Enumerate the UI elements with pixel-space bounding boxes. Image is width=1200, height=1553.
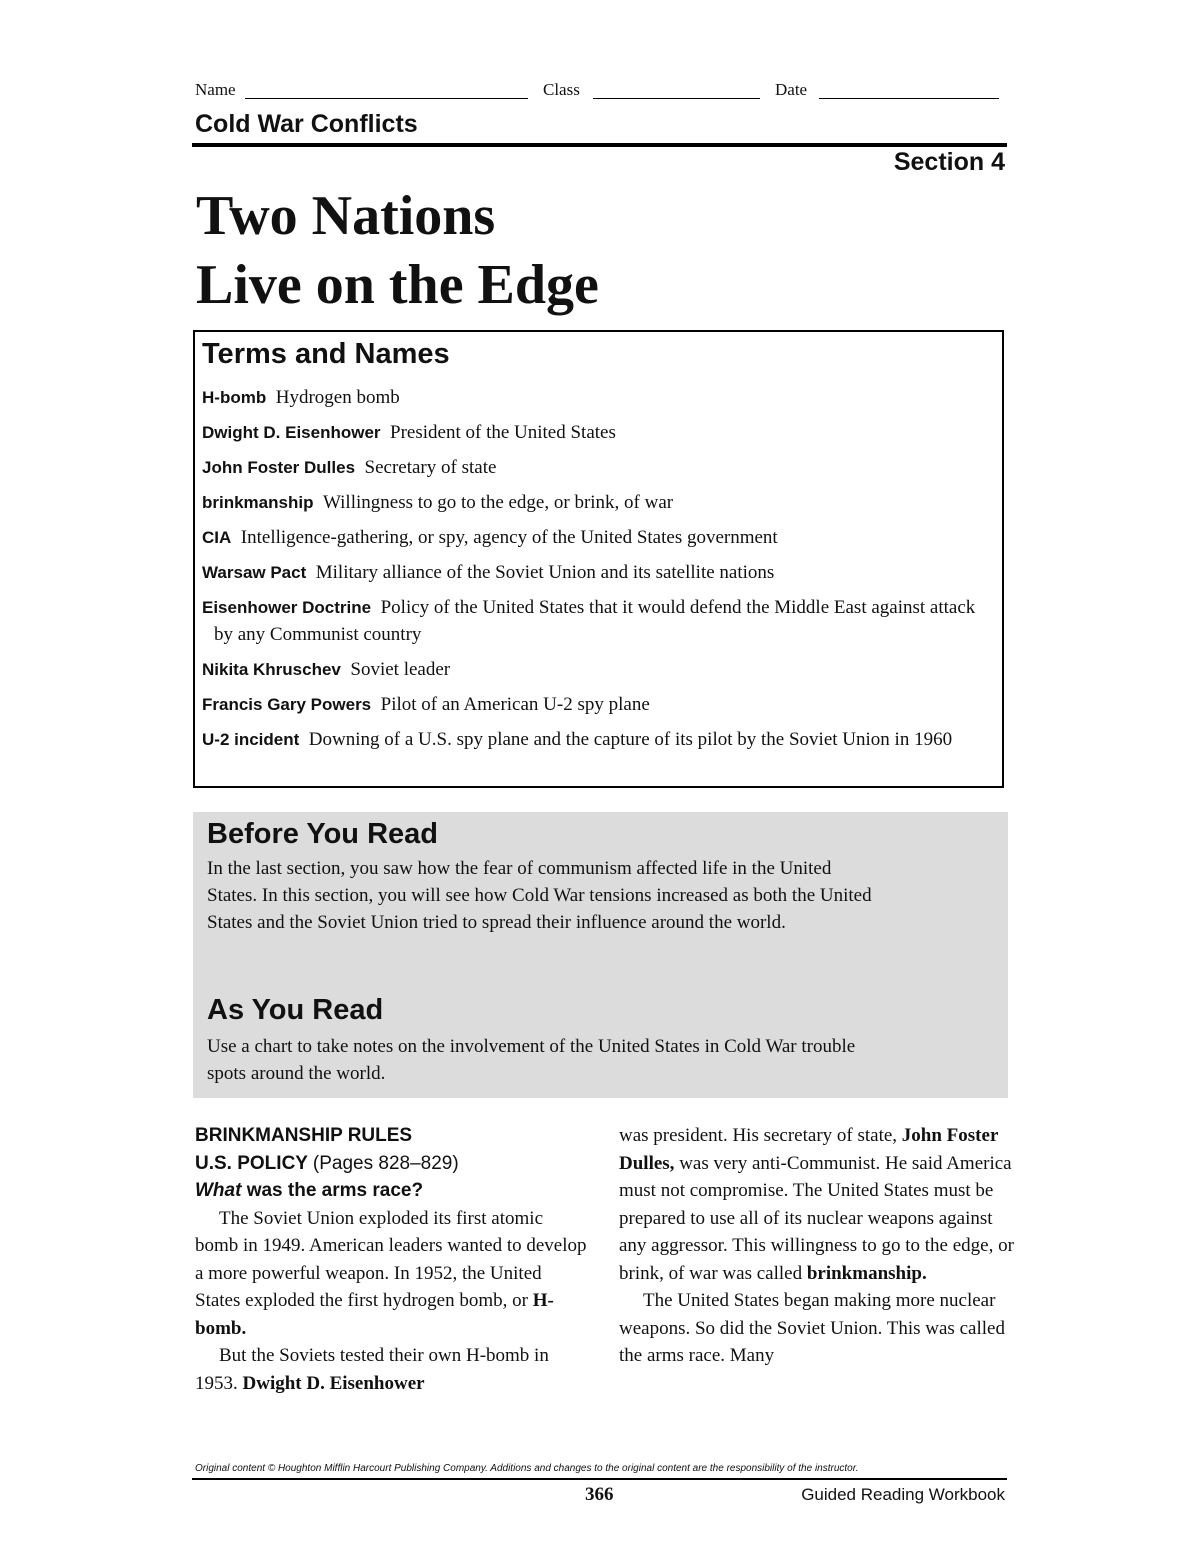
term-name: Eisenhower Doctrine: [202, 598, 372, 617]
inline-term: H-bomb.: [195, 1290, 554, 1339]
paragraph-1: [195, 1205, 587, 1343]
term-item: [202, 726, 997, 753]
term-name: John Foster Dulles: [202, 458, 356, 477]
subheading: [195, 1150, 587, 1178]
paragraph-text: was very anti-Communist. He said America must not compromise. The United States must be prepared to use all of its nuclear weapons against any aggressor. This willingness to go to the edge, or brink, of war was called: [619, 1152, 1014, 1284]
term-name: CIA: [202, 528, 232, 547]
paragraph-2-continued: [619, 1122, 1014, 1287]
section-label: Section 4: [893, 148, 1005, 176]
terms-heading: Terms and Names: [202, 338, 450, 370]
class-blank: [593, 98, 760, 99]
term-name: Dwight D. Eisenhower: [202, 423, 381, 442]
title-line-1: Two Nations: [196, 185, 496, 247]
term-name: brinkmanship: [202, 493, 314, 512]
paragraph-text: was president. His secretary of state,: [619, 1125, 898, 1146]
as-you-read-heading: As You Read: [207, 994, 384, 1026]
term-item: [202, 454, 997, 481]
term-name: Nikita Khruschev: [202, 660, 341, 679]
paragraph-3: The United States began making more nuclear weapons. So did the Soviet Union. This was called the arms race. Many: [619, 1290, 1005, 1366]
term-definition: Willingness to go to the edge, or brink, of war: [322, 492, 674, 513]
top-rule: [192, 143, 1007, 147]
term-item: [202, 419, 997, 446]
book-title: Guided Reading Workbook: [801, 1485, 1005, 1504]
inline-term: John Foster Dulles,: [619, 1125, 999, 1174]
article-column-left: [195, 1122, 587, 1397]
term-definition: President of the United States: [390, 422, 616, 443]
bottom-rule: [192, 1478, 1007, 1480]
paragraph-text: The Soviet Union exploded its first atomic bomb in 1949. American leaders wanted to develop a more powerful weapon. In 1952, the United States exploded the first hydrogen bomb, or: [195, 1207, 587, 1311]
term-name: Warsaw Pact: [202, 563, 307, 582]
title-line-2: Live on the Edge: [196, 254, 599, 316]
section-heading: BRINKMANSHIP RULES: [195, 1125, 413, 1146]
term-definition: Policy of the United States that it would defend the Middle East against attack by any Communist country: [214, 597, 976, 645]
inline-term: brinkmanship.: [806, 1262, 927, 1284]
date-label: Date: [775, 80, 808, 99]
page-reference: (Pages 828–829): [312, 1152, 459, 1174]
term-definition: Military alliance of the Soviet Union and its satellite nations: [315, 562, 775, 583]
reading-guide-box: [193, 812, 1008, 1098]
paragraph-2-start: [195, 1342, 587, 1397]
chapter-title: Cold War Conflicts: [195, 110, 418, 138]
term-name: U-2 incident: [202, 730, 300, 749]
term-item: [202, 559, 997, 586]
term-item: [202, 594, 997, 648]
term-item: [202, 489, 997, 516]
copyright-note: Original content © Houghton Mifflin Harcourt Publishing Company. Additions and changes to the original content are the responsibility of the instructor.: [195, 1463, 859, 1474]
inline-term: Dwight D. Eisenhower: [242, 1372, 425, 1394]
before-you-read-text: In the last section, you saw how the fear of communism affected life in the United States. In this section, you will see how Cold War tensions increased as both the United States and the Soviet Union tried to spread their influence around the world.: [207, 858, 872, 933]
term-item: [202, 524, 997, 551]
term-definition: Intelligence-gathering, or spy, agency of the United States government: [240, 527, 778, 548]
term-item: [202, 691, 997, 718]
before-you-read-heading: Before You Read: [207, 818, 438, 850]
term-item: [202, 384, 997, 411]
paragraph-text: But the Soviets tested their own H-bomb in 1953.: [195, 1345, 549, 1394]
term-definition: Downing of a U.S. spy plane and the capture of its pilot by the Soviet Union in 1960: [308, 729, 953, 750]
term-definition: Pilot of an American U-2 spy plane: [380, 694, 650, 715]
term-item: [202, 656, 997, 683]
term-definition: Hydrogen bomb: [275, 387, 400, 408]
header-fields: [195, 80, 1005, 104]
page-number: 366: [585, 1484, 614, 1505]
question-italic: What: [195, 1180, 242, 1201]
term-name: Francis Gary Powers: [202, 695, 372, 714]
name-label: Name: [195, 80, 236, 99]
guiding-question: [195, 1177, 587, 1205]
term-definition: Secretary of state: [364, 457, 497, 478]
name-blank: [245, 98, 528, 99]
date-blank: [819, 98, 999, 99]
term-definition: Soviet leader: [350, 659, 451, 680]
terms-and-names-box: [193, 330, 1004, 788]
page-title: [196, 182, 599, 320]
term-name: H-bomb: [202, 388, 267, 407]
subheading-title: U.S. POLICY: [195, 1152, 308, 1174]
terms-list: [202, 384, 997, 761]
as-you-read-text: Use a chart to take notes on the involvement of the United States in Cold War trouble spots around the world.: [207, 1036, 856, 1084]
question-rest: was the arms race?: [241, 1180, 424, 1201]
class-label: Class: [543, 80, 580, 99]
article-column-right: [619, 1122, 1014, 1370]
